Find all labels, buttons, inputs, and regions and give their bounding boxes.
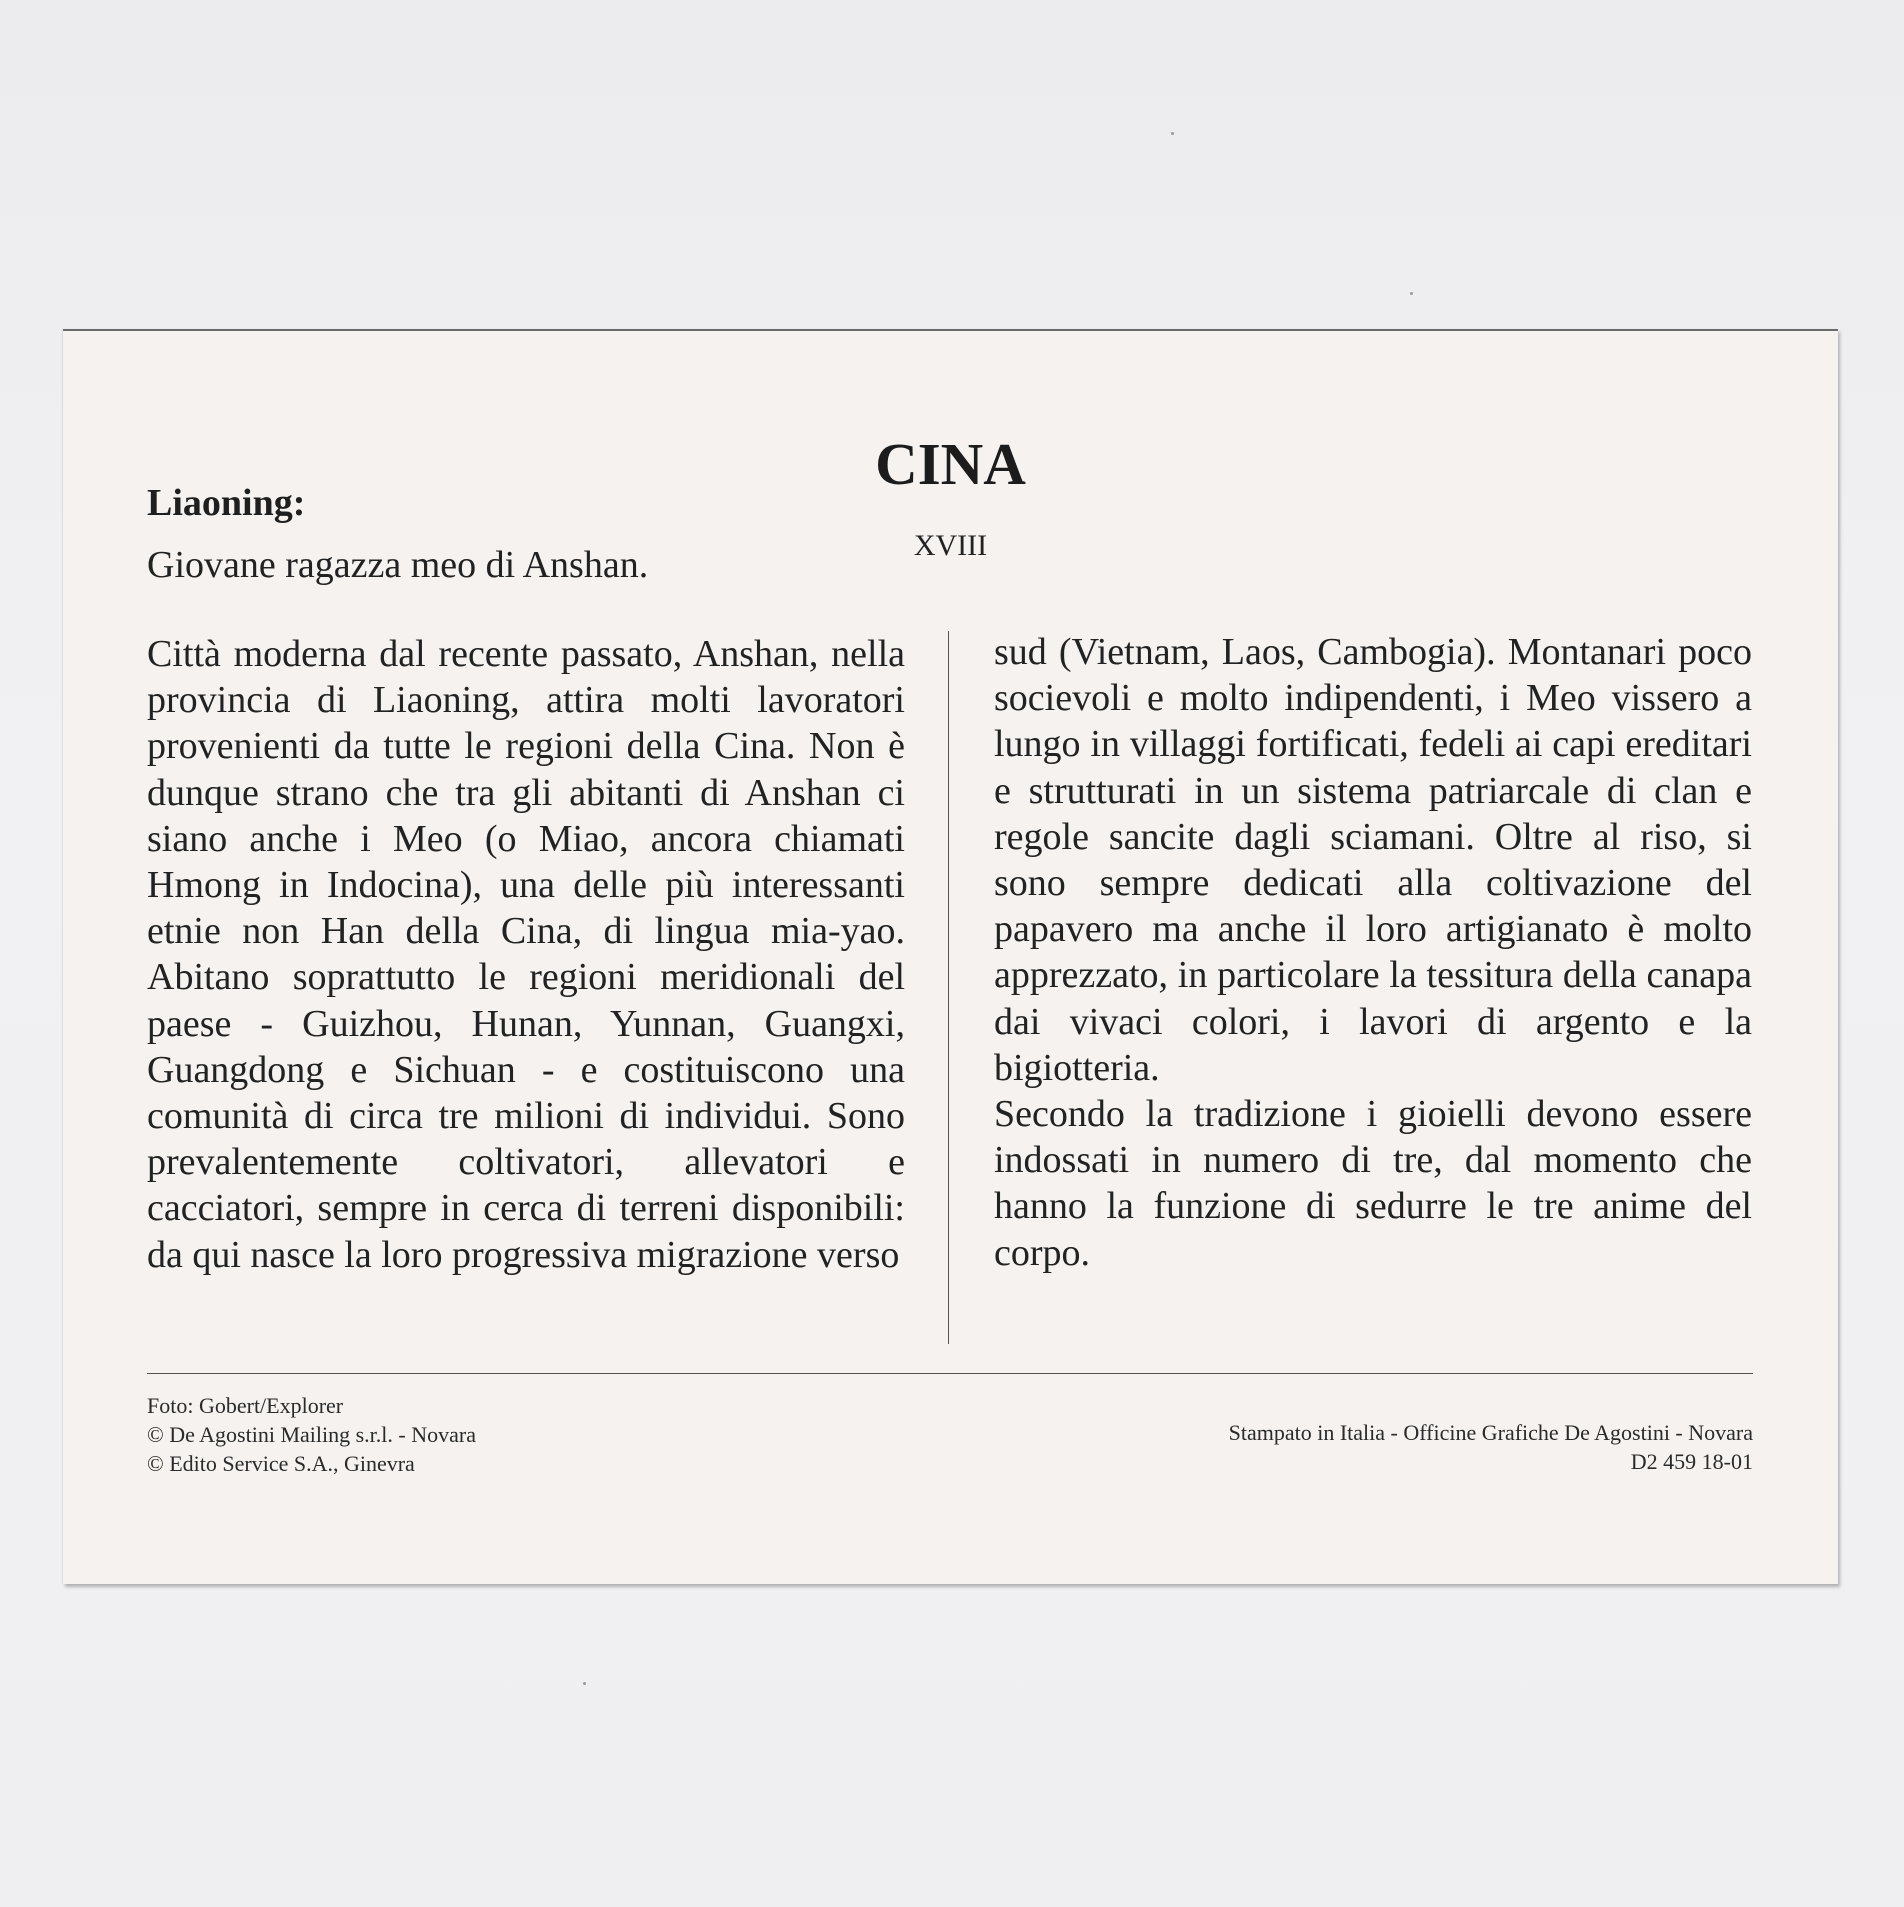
dust-speck bbox=[1410, 292, 1413, 295]
credits-left bbox=[147, 1391, 476, 1478]
body-paragraph: Città moderna dal recente passato, Anshan, nella provincia di Liaoning, attira molti lavoratori provenienti da tutte le regioni della Cina. Non è dunque strano che tra gli abitanti di Anshan ci siano anche i Meo (o Miao, ancora chiamati Hmong in Indocina), una delle più interessanti etnie non Han della Cina, di lingua mia-yao. Abitano soprattutto le regioni meridionali del paese - Guizhou, Hunan, Yunnan, Guangxi, Guangdong e Sichuan - e costituiscono una comunità di circa tre milioni di individui. Sono prevalentemente coltivatori, allevatori e cacciatori, sempre in cerca di terreni disponibili: da qui nasce la loro progressiva migrazione verso bbox=[147, 633, 905, 1276]
body-column-left bbox=[147, 631, 905, 1278]
photo-caption: Giovane ragazza meo di Anshan. bbox=[147, 544, 649, 586]
card-title: CINA bbox=[875, 431, 1026, 497]
column-divider bbox=[948, 631, 949, 1344]
copyright-line: © Edito Service S.A., Ginevra bbox=[147, 1451, 415, 1476]
body-column-right bbox=[994, 629, 1752, 1276]
body-paragraph: Secondo la tradizione i gioielli devono essere indossati in numero di tre, dal momento che hanno la funzione di sedurre le tre anime del corpo. bbox=[994, 1093, 1752, 1274]
card-number: XVIII bbox=[913, 529, 988, 562]
copyright-line: © De Agostini Mailing s.r.l. - Novara bbox=[147, 1422, 476, 1447]
credits-right bbox=[1229, 1418, 1753, 1476]
body-paragraph: sud (Vietnam, Laos, Cambogia). Montanari poco socievoli e molto indipendenti, i Meo vissero a lungo in villaggi fortificati, fedeli ai capi ereditari e strutturati in un sistema patriarcale di clan e regole sancite dagli sciamani. Oltre al riso, si sono sempre dedicati alla coltivazione del papavero ma anche il loro artigianato è molto apprezzato, in particolare la tessitura della canapa dai vivaci colori, i lavori di argento e la bigiotteria. bbox=[994, 631, 1752, 1089]
product-code: D2 459 18-01 bbox=[1630, 1449, 1753, 1474]
postcard-back bbox=[63, 329, 1838, 1584]
printer-line: Stampato in Italia - Officine Grafiche De Agostini - Novara bbox=[1228, 1420, 1753, 1445]
footer-divider bbox=[147, 1373, 1753, 1374]
region-heading: Liaoning: bbox=[147, 482, 306, 524]
dust-speck bbox=[1171, 132, 1174, 135]
photo-credit: Foto: Gobert/Explorer bbox=[147, 1393, 344, 1418]
dust-speck bbox=[583, 1682, 586, 1685]
